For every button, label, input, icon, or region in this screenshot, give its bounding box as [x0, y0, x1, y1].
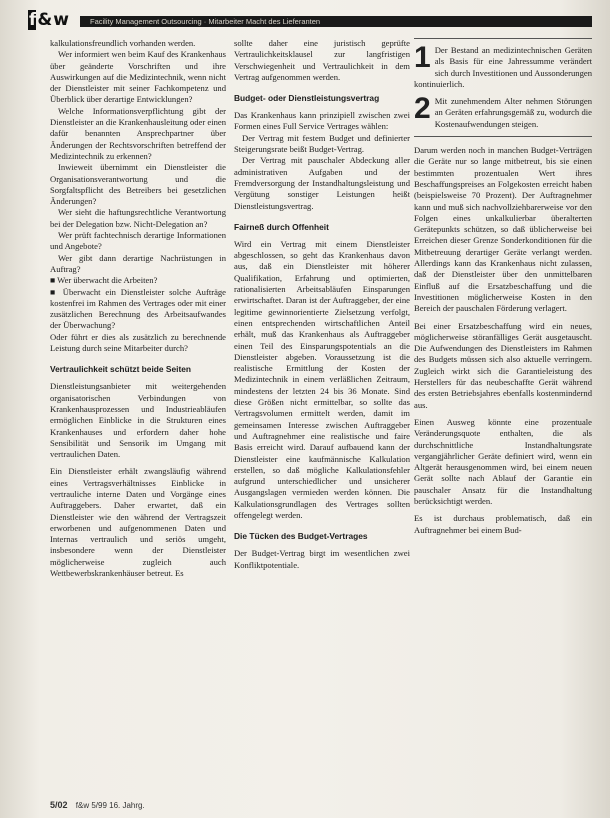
- paragraph: Ein Dienstleister erhält zwangsläufig während eines Vertragsverhältnisses Einblicke in vertrauliche interne Daten und Vorgänge eines Auftraggebers. Daher erwartet, daß ein Dienstleister wie den während der Vertragszeit erworbenen und aufgenommenen Daten und Internas vertraulich und seriös umgeht, insbesondere wenn der Dienstleister möglicherweise zugleich auch Wettbewerbskrankenhäuser betreut. Es: [50, 466, 226, 579]
- page-header: [28, 10, 592, 32]
- box-text: Der Bestand an medizintechnischen Geräten als Basis für eine Jahressumme verändert sich durch Investitionen und Aussonderungen kontinuierlich.: [414, 45, 592, 89]
- bullet-item: ■ Überwacht ein Dienstleister solche Aufträge kostenfrei im Rahmen des Vertrages oder mit einer zusätzlichen Berechnung des Arbeitsaufwandes der Überwachung?: [50, 286, 226, 331]
- bullet-item: ■ Wer überwacht die Arbeiten?: [50, 275, 158, 286]
- paragraph: Inwieweit übernimmt ein Dienstleister die Organisationsverantwortung und die Sorgfaltspflicht des Betreibers bei gesetzlichen Änderungen?: [50, 162, 226, 207]
- number-2: 2: [414, 92, 431, 126]
- box-text: Mit zunehmendem Alter nehmen Störungen an Geräten erfahrungsgemäß zu, wodurch die Kostenaufwendungen steigen.: [434, 96, 592, 129]
- journal-logo: [28, 10, 69, 30]
- paragraph: Wer sieht die haftungsrechtliche Verantwortung bei der Delegation bzw. Nicht-Delegation an?: [50, 207, 226, 229]
- paragraph: sollte daher eine juristisch geprüfte Vertraulichkeitsklausel zur langfristigen Verschwiegenheit und Vertraulichkeit in dem Vertrag aufgenommen werden.: [234, 38, 410, 82]
- column-1: [50, 38, 226, 798]
- page-footer: [50, 800, 145, 810]
- section-heading: Die Tücken des Budget-Vertrages: [234, 531, 368, 542]
- paragraph: Bei einer Ersatzbeschaffung wird ein neues, möglicherweise störanfälliges Gerät ausgetauscht. Die Aufwendungen des Dienstleisters im Rahmen des Budgets müssen sich also aktuelle verringern. Zugleich wirkt sich die Garantieleistung des Herstellers für das neubeschaffte Gerät während des ersten Betriebsjahres ebenfalls kostenmindernd aus.: [414, 320, 592, 410]
- page-number: 5/02: [50, 800, 68, 810]
- paragraph: Wer informiert wen beim Kauf des Krankenhaus über geänderte Vorschriften und ihre Auswirkungen auf die Medizintechnik, wenn nicht der Dienstleister mit seiner Fachkompetenz und Überblick über derartige Entwicklungen?: [50, 49, 226, 105]
- running-title: Facility Management Outsourcing · Mitarbeiter Macht des Lieferanten: [80, 16, 592, 27]
- number-1: 1: [414, 41, 431, 74]
- paragraph: Der Vertrag mit festem Budget und definierter Steigerungsrate beißt Budget-Vertrag.: [234, 132, 410, 155]
- paragraph: kalkulationsfreundlich vorhanden werden.: [50, 38, 196, 48]
- logo-amp: &: [37, 10, 52, 30]
- section-heading: Budget- oder Dienstleistungsvertrag: [234, 93, 380, 104]
- paragraph: Das Krankenhaus kann prinzipiell zwischen zwei Formen eines Full Service Vertrages wählen:: [234, 110, 410, 132]
- paragraph: Der Vertrag mit pauschaler Abdeckung aller administrativen Aufgaben und der Fremdversorgung der Instandhaltungsleistung und Vergütung sonstiger Leistungen heißt Dienstleistungsvertrag.: [234, 155, 410, 211]
- paragraph: Wer gibt dann derartige Nachrüstungen in Auftrag?: [50, 252, 226, 274]
- numbered-box: [414, 38, 592, 137]
- paragraph: Einen Ausweg könnte eine prozentuale Veränderungsquote enthalten, die als durchschnittliche Instandhaltungsrate vergangjährlicher Geräte definiert wird, wenn ein Altgerät herausgenommen wird, bei einem neuen Gerät sollte nach Ablauf der Garantie ein pauschaler Ansatz für die Instandhaltung berücksichtigt werden.: [414, 416, 592, 506]
- column-3: [414, 38, 592, 798]
- issue-info: f&w 5/99 16. Jahrg.: [75, 801, 145, 810]
- paragraph: Darum werden noch in manchen Budget-Verträgen die Geräte nur so lange mitbetreut, bis sie einen bestimmten prozentualen Wert ihres Beschaffungspreises an Folgekosten erreicht haben (beispielsweise 70 Prozent). Der Auftragnehmer kann und muß sich nachvollziehbarerweise vor den Folgen eines unkalkulierbar überalterten Gerätepunkts schützen, so daß üblicherweise bei Erreichen dieser Grenze Sonderkonditionen für die Mitbetreuung derartiger Geräte verlangt werden. Allerdings kann das Krankenhaus nicht zulassen, daß der Dienstleister über den unmittelbaren Einfluß auf die Ersatzbeschaffung und die Investitionen möglicherweise Kosten in den Bereich der pauschalen Förderung verlagert.: [414, 145, 592, 314]
- paragraph: Oder führt er dies als zusätzlich zu berechnende Leistung durch seine Mitarbeiter durch?: [50, 331, 226, 354]
- column-2: [234, 38, 410, 798]
- paragraph: Welche Informationsverpflichtung gibt der Dienstleister an die Krankenhausleitung oder einen dafür benannten Ansprechpartner über Änderungen der Rechtsvorschriften betreffend der Medizintechnik zu erkennen?: [50, 105, 226, 161]
- paragraph: Es ist durchaus problematisch, daß ein Auftragnehmer bei einem Bud-: [414, 513, 592, 535]
- logo-prefix: f: [29, 10, 36, 30]
- logo-suffix: w: [53, 10, 68, 30]
- paragraph: Der Budget-Vertrag birgt im wesentlichen zwei Konfliktpotentiale.: [234, 548, 410, 570]
- section-heading: Vertraulichkeit schützt beide Seiten: [50, 364, 192, 375]
- paragraph: Wer prüft fachtechnisch derartige Informationen und Angebote?: [50, 230, 226, 252]
- paragraph: Wird ein Vertrag mit einem Dienstleister abgeschlossen, so geht das Krankenhaus davon aus, daß ein Dienstleister mit höherer Qualifikation, Erfahrung und optimierten, rationalisierten Arbeitsabläufen Einsparungen erwirtschaftet. Daran ist der Auftraggeber, der eine legitime gewinnorientierte Zielsetzung verfolgt, einen entsprechenden wirtschaftlichen Anteil erhält, muß das Krankenhaus als Auftraggeber einen Teil des Einsparungspotentials an die Dienstleister abgeben. Voraussetzung ist die realistische Ermittlung der Kosten der Medizintechnik in einem verläßlichen Zeitraum, mindestens der letzten 24 bis 36 Monate. Sind diese Größen nicht ermittelbar, so sollte das Vertragsvolumen ermittelt werden, damit im gemeinsamen Interesse zwischen Auftraggeber und Auftragnehmer eine realistische und faire Basis erreicht wird. Darauf aufbauend kann der Dienstleister eine kaufmännische Kalkulation erstellen, so daß mögliche Kalkulationsfehler aufgrund unterschiedlicher und unsicherer Ausgangslagen vermieden werden können. Die Kalkulationsgrundlagen des Vertrages sollten offengelegt werden.: [234, 238, 410, 520]
- paragraph: Dienstleistungsanbieter mit weitergehenden organisatorischen Verbindungen von Krankenhausprozessen und Industrieabläufen ermöglichen Einblicke in die Strukturen eines Krankenhauses und erfordern daher hohe Sensibilität und Sensorik im Umgang mit vertraulichen Daten.: [50, 381, 226, 460]
- section-heading: Fairneß durch Offenheit: [234, 221, 329, 232]
